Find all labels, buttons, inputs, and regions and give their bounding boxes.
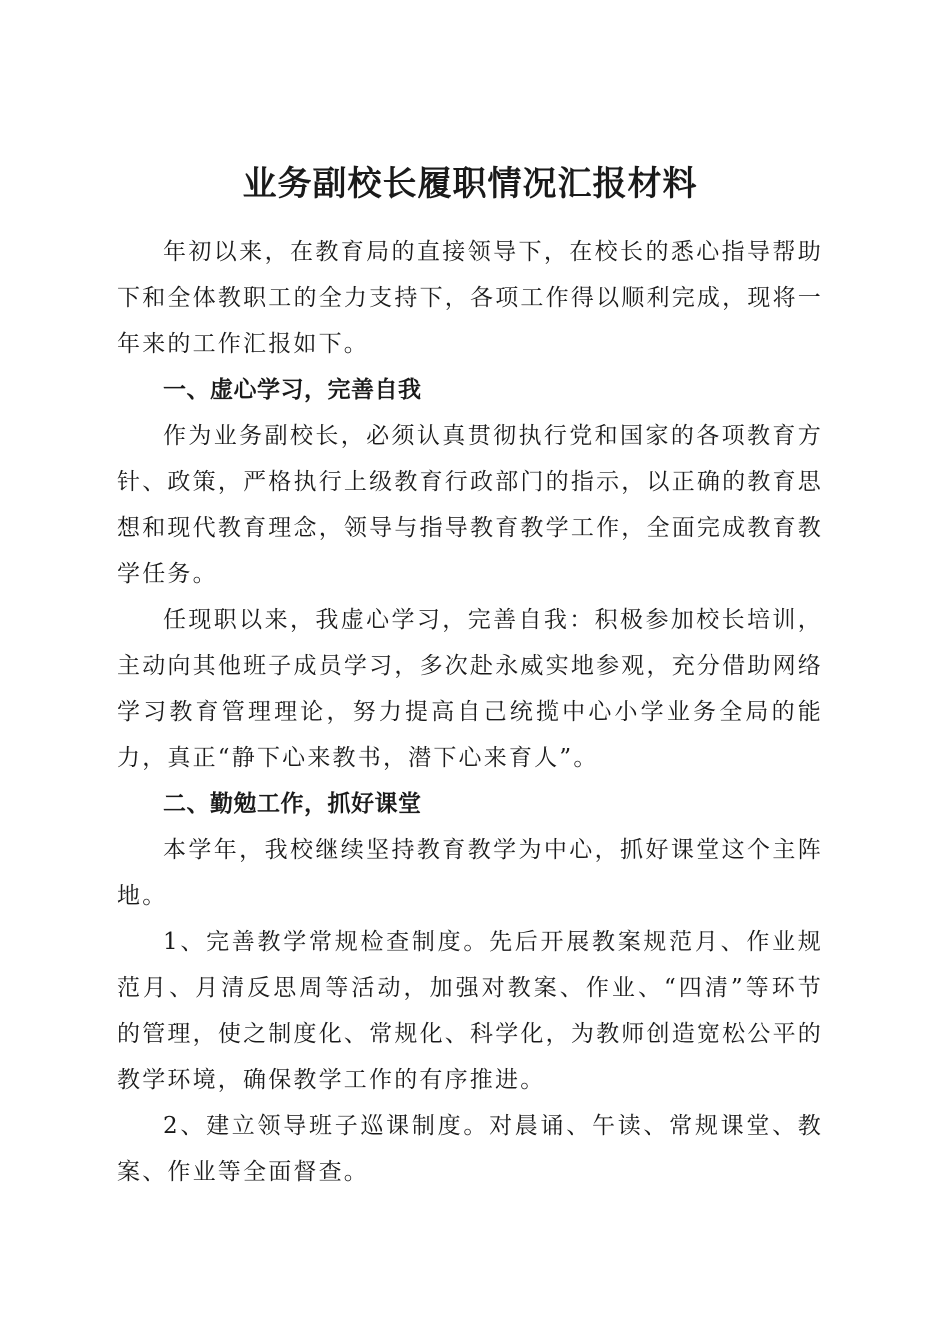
section-2-paragraph-1: 本学年，我校继续坚持教育教学为中心，抓好课堂这个主阵地。: [117, 837, 823, 909]
section-1-paragraph-1: 作为业务副校长，必须认真贯彻执行党和国家的各项教育方针、政策，严格执行上级教育行政部门的指示，以正确的教育思想和现代教育理念，领导与指导教育教学工作，全面完成教育教学任务。: [117, 423, 823, 587]
section-heading-2: 二、勤勉工作，抓好课堂: [163, 791, 422, 817]
document-body: [117, 229, 823, 1195]
document-title: 业务副校长履职情况汇报材料: [242, 163, 698, 204]
intro-paragraph: 年初以来，在教育局的直接领导下，在校长的悉心指导帮助下和全体教职工的全力支持下，各项工作得以顺利完成，现将一年来的工作汇报如下。: [117, 239, 823, 357]
section-1-paragraph-2: 任现职以来，我虚心学习，完善自我：积极参加校长培训，主动向其他班子成员学习，多次赴永威实地参观，充分借助网络学习教育管理理论，努力提高自己统揽中心小学业务全局的能力，真正“静下心来教书，潜下心来育人”。: [117, 607, 823, 771]
section-2-paragraph-3: 2、建立领导班子巡课制度。对晨诵、午读、常规课堂、教案、作业等全面督查。: [117, 1113, 823, 1185]
section-2-paragraph-2: 1、完善教学常规检查制度。先后开展教案规范月、作业规范月、月清反思周等活动，加强对教案、作业、“四清”等环节的管理，使之制度化、常规化、科学化，为教师创造宽松公平的教学环境，确保教学工作的有序推进。: [117, 929, 823, 1093]
section-heading-1: 一、虚心学习，完善自我: [163, 377, 422, 403]
